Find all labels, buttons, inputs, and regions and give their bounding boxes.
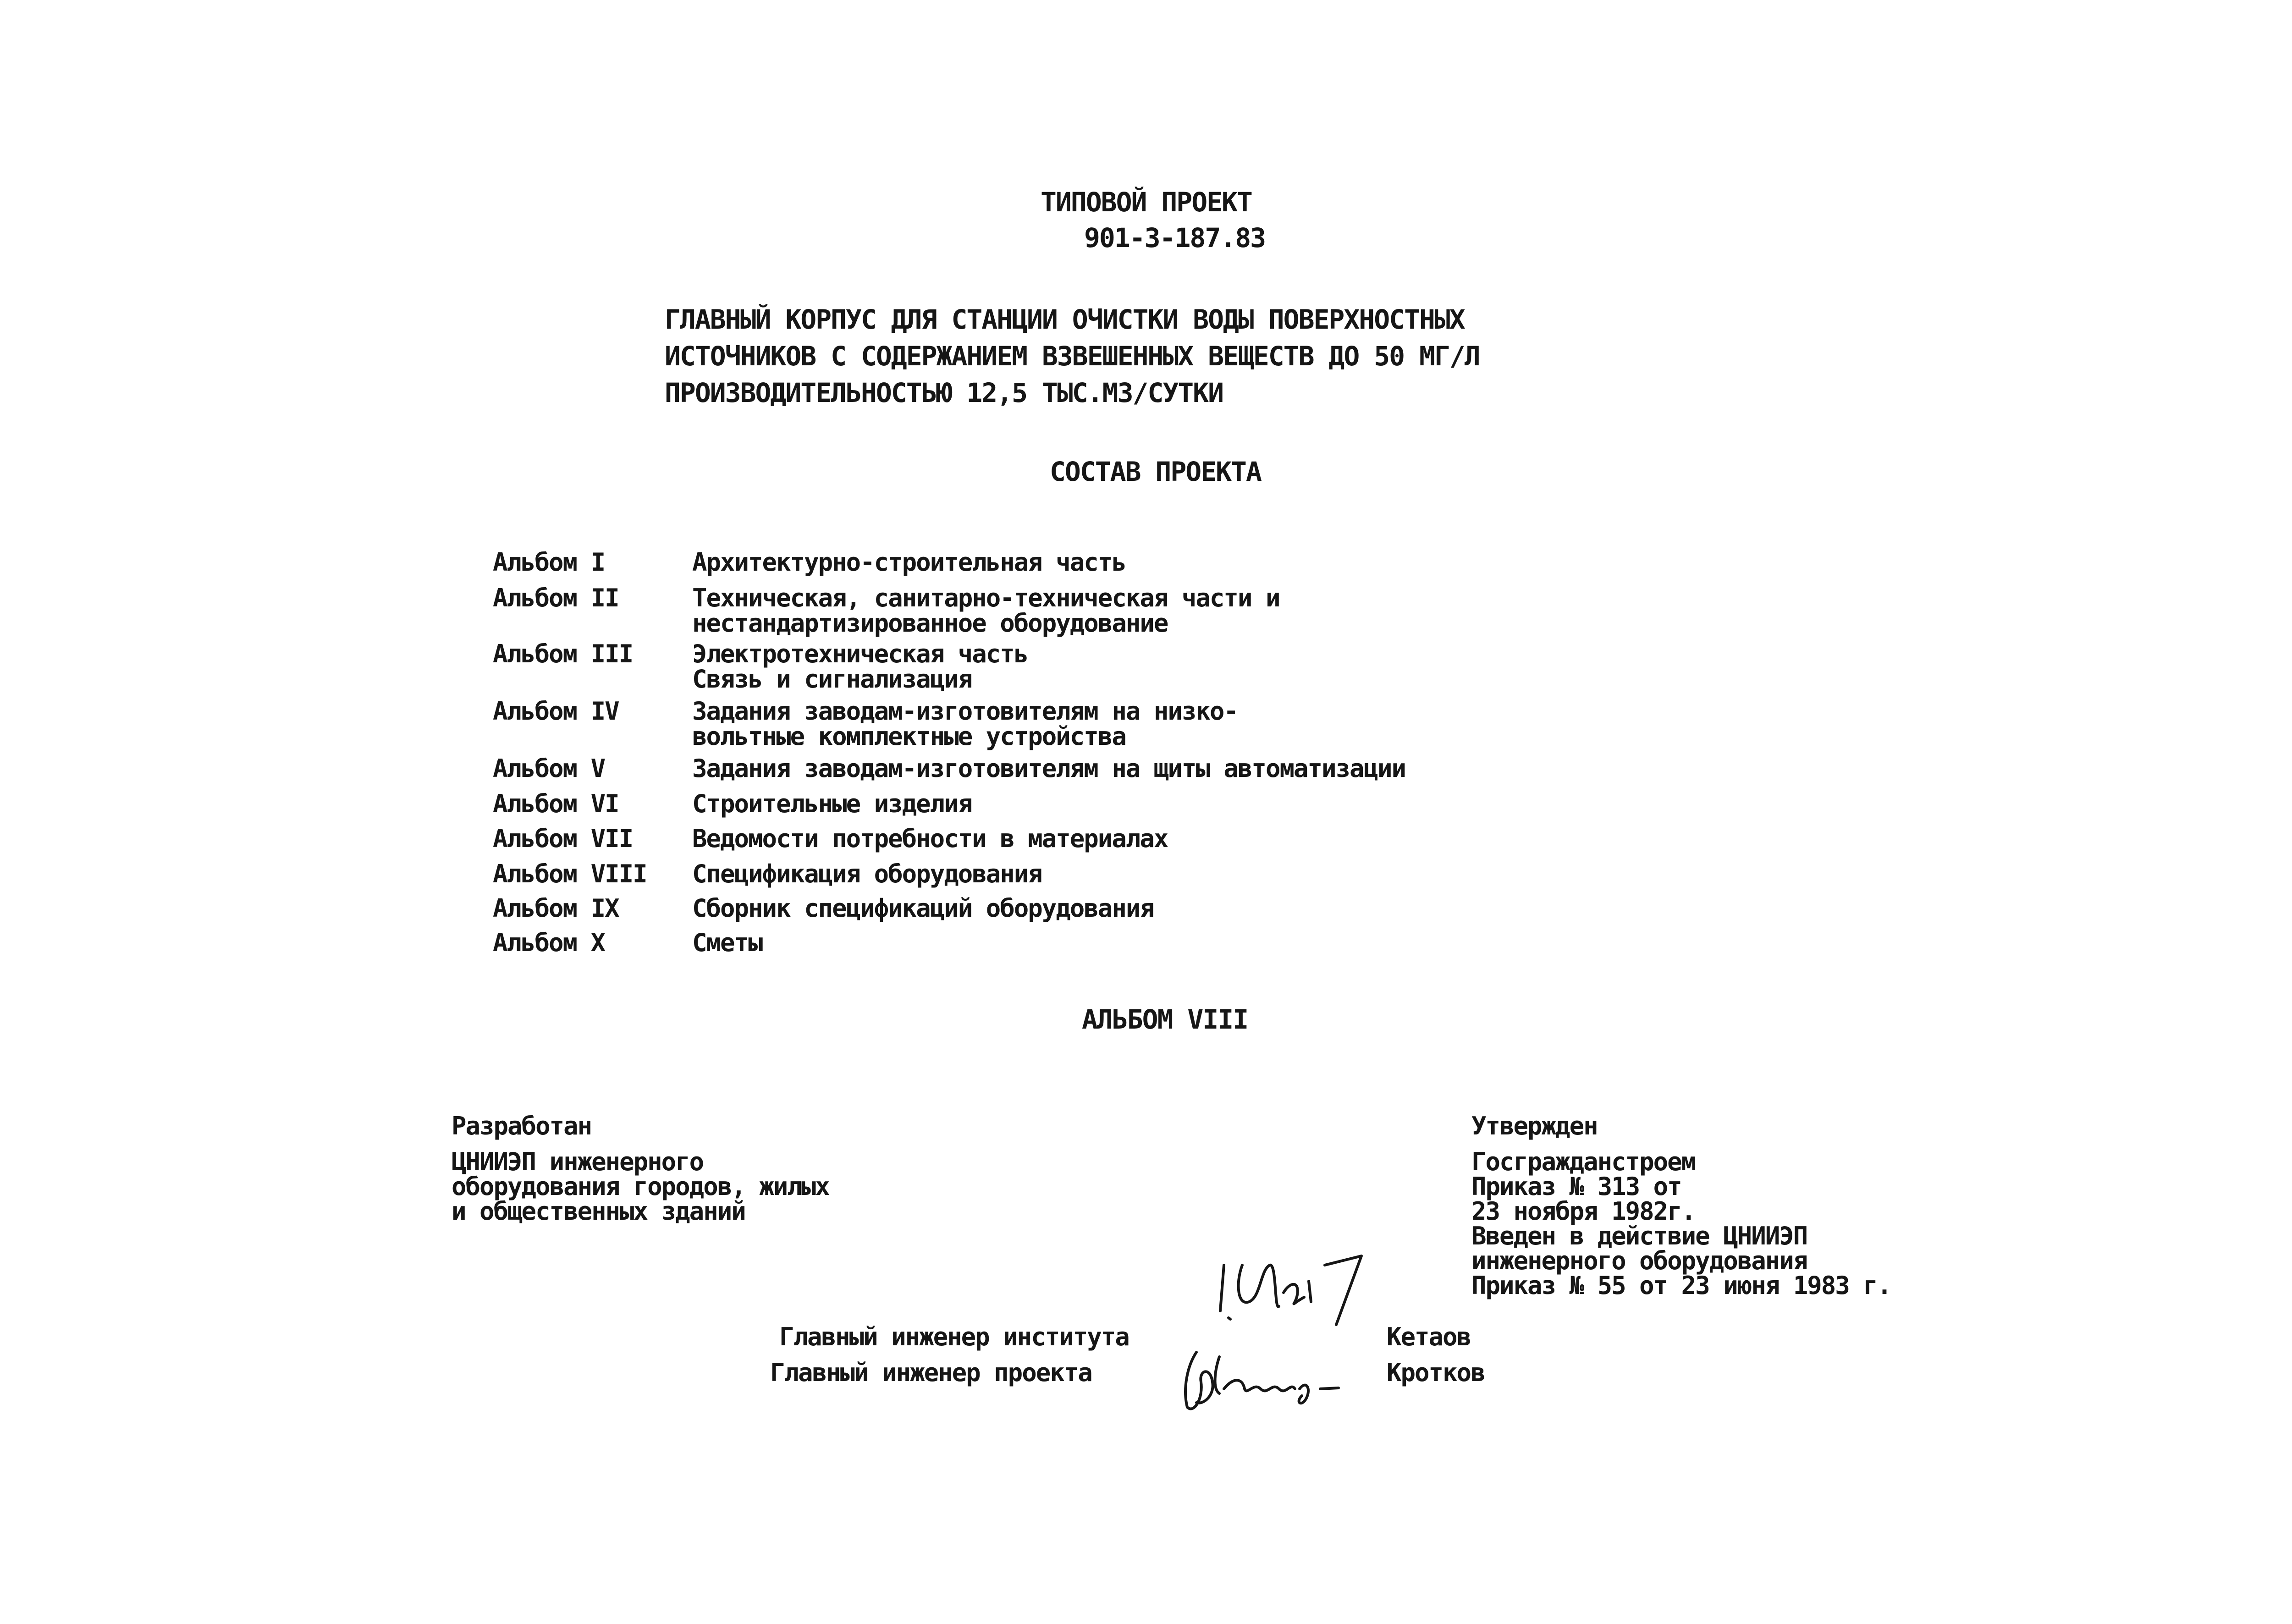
signature-name: Кротков	[1387, 1358, 1485, 1387]
doc-number: 901-3-187.83	[1084, 222, 1266, 253]
developer-line: ЦНИИЭП инженерного	[452, 1147, 704, 1176]
album-label: Альбом IX	[493, 894, 619, 923]
approval-line: Введен в действие ЦНИИЭП	[1471, 1222, 1807, 1250]
approval-line: Приказ № 313 от	[1471, 1172, 1681, 1201]
album-label: Альбом VIII	[493, 859, 647, 888]
handwritten-signature	[1169, 1338, 1343, 1416]
album-description: нестандартизированное оборудование	[692, 609, 1168, 638]
album-label: Альбом VII	[493, 824, 633, 853]
handwritten-signature	[1210, 1238, 1375, 1329]
approval-heading: Утвержден	[1471, 1112, 1598, 1140]
signature-role: Главный инженер института	[779, 1322, 1129, 1351]
album-label: Альбом I	[493, 548, 605, 577]
album-description: вольтные комплектные устройства	[692, 722, 1126, 751]
album-description: Сметы	[692, 928, 762, 957]
signature-role: Главный инженер проекта	[770, 1358, 1092, 1387]
album-description: Архитектурно-строительная часть	[692, 548, 1126, 577]
album-label: Альбом V	[493, 754, 605, 783]
approval-line: Приказ № 55 от 23 июня 1983 г.	[1471, 1271, 1891, 1300]
approval-line: инженерного оборудования	[1471, 1246, 1807, 1275]
developer-heading: Разработан	[452, 1112, 592, 1140]
approval-line: Госгражданстроем	[1471, 1147, 1696, 1176]
album-label: Альбом X	[493, 928, 605, 957]
album-description: Задания заводам-изготовителям на низко-	[692, 697, 1238, 726]
doc-type: ТИПОВОЙ ПРОЕКТ	[1041, 187, 1252, 218]
album-description: Техническая, санитарно-техническая части и	[692, 584, 1280, 612]
album-label: Альбом VI	[493, 789, 619, 818]
album-label: Альбом II	[493, 584, 619, 612]
album-description: Строительные изделия	[692, 789, 972, 818]
current-album-heading: АЛЬБОМ VIII	[1082, 1004, 1248, 1035]
album-description: Электротехническая часть	[692, 639, 1028, 668]
album-label: Альбом IV	[493, 697, 619, 726]
developer-line: и общественных зданий	[452, 1197, 745, 1226]
project-title-line: ИСТОЧНИКОВ С СОДЕРЖАНИЕМ ВЗВЕШЕННЫХ ВЕЩЕСТВ ДО 50 МГ/Л	[665, 341, 1480, 372]
project-title-line: ГЛАВНЫЙ КОРПУС ДЛЯ СТАНЦИИ ОЧИСТКИ ВОДЫ ПОВЕРХНОСТНЫХ	[665, 304, 1465, 335]
album-description: Связь и сигнализация	[692, 665, 972, 694]
signature-name: Кетаов	[1387, 1322, 1471, 1351]
approval-line: 23 ноября 1982г.	[1471, 1197, 1696, 1226]
album-description: Ведомости потребности в материалах	[692, 824, 1168, 853]
album-description: Спецификация оборудования	[692, 859, 1042, 888]
album-description: Задания заводам-изготовителям на щиты автоматизации	[692, 754, 1406, 783]
project-title-line: ПРОИЗВОДИТЕЛЬНОСТЬЮ 12,5 ТЫС.М3/СУТКИ	[665, 377, 1223, 408]
album-label: Альбом III	[493, 639, 633, 668]
developer-line: оборудования городов, жилых	[452, 1172, 829, 1201]
album-description: Сборник спецификаций оборудования	[692, 894, 1154, 923]
composition-heading: СОСТАВ ПРОЕКТА	[1050, 456, 1261, 487]
